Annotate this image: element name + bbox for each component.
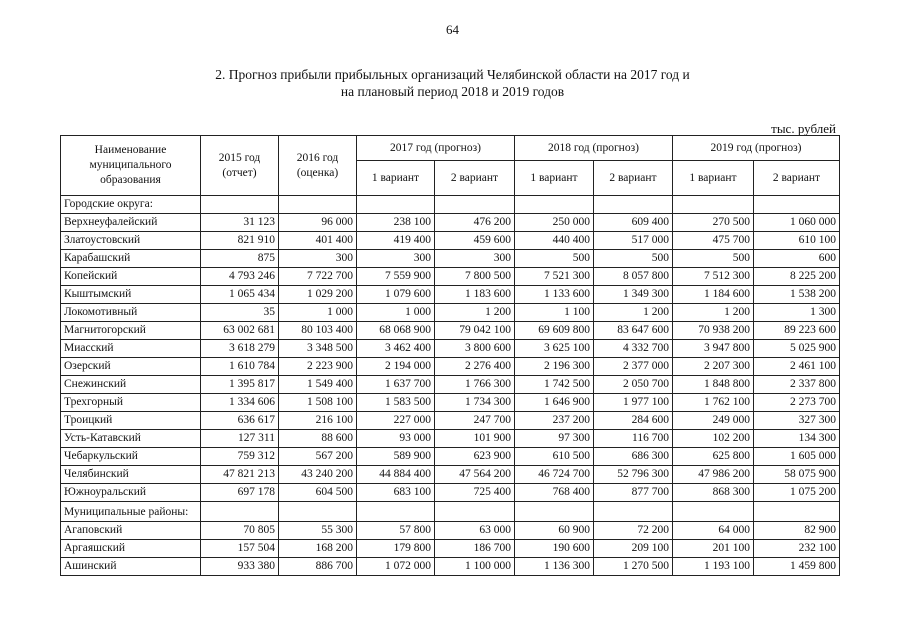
- table-row: [61, 358, 840, 376]
- value-cell: 68 068 900: [357, 322, 435, 340]
- table-row: [61, 412, 840, 430]
- value-cell: 70 805: [201, 522, 279, 540]
- value-cell: 64 000: [673, 522, 754, 540]
- header-2018-variant-2: 2 вариант: [594, 161, 673, 196]
- value-cell: 604 500: [279, 484, 357, 502]
- value-cell: 47 986 200: [673, 466, 754, 484]
- value-cell: 249 000: [673, 412, 754, 430]
- value-cell: 1 637 700: [357, 376, 435, 394]
- value-cell: 47 564 200: [435, 466, 515, 484]
- value-cell: 683 100: [357, 484, 435, 502]
- municipality-name-cell: Верхнеуфалейский: [61, 214, 201, 232]
- value-cell: 401 400: [279, 232, 357, 250]
- value-cell: 97 300: [515, 430, 594, 448]
- value-cell: 80 103 400: [279, 322, 357, 340]
- header-2017-variant-1: 1 вариант: [357, 161, 435, 196]
- table-row: [61, 322, 840, 340]
- value-cell: 1 349 300: [594, 286, 673, 304]
- value-cell: 2 194 000: [357, 358, 435, 376]
- value-cell: 1 605 000: [754, 448, 840, 466]
- value-cell: 1 848 800: [673, 376, 754, 394]
- value-cell: 2 276 400: [435, 358, 515, 376]
- value-cell: 759 312: [201, 448, 279, 466]
- value-cell: 127 311: [201, 430, 279, 448]
- header-2016: 2016 год (оценка): [279, 136, 357, 196]
- municipality-name-cell: Локомотивный: [61, 304, 201, 322]
- value-cell: 1 136 300: [515, 558, 594, 576]
- value-cell: 768 400: [515, 484, 594, 502]
- value-cell: 4 793 246: [201, 268, 279, 286]
- value-cell: 250 000: [515, 214, 594, 232]
- table-row: [61, 268, 840, 286]
- value-cell: 697 178: [201, 484, 279, 502]
- municipality-name-cell: Снежинский: [61, 376, 201, 394]
- value-cell: 1 742 500: [515, 376, 594, 394]
- value-cell: 2 273 700: [754, 394, 840, 412]
- value-cell: 1 029 200: [279, 286, 357, 304]
- value-cell: 1 762 100: [673, 394, 754, 412]
- value-cell: 868 300: [673, 484, 754, 502]
- value-cell: 327 300: [754, 412, 840, 430]
- value-cell: 8 225 200: [754, 268, 840, 286]
- municipality-name-cell: Копейский: [61, 268, 201, 286]
- value-cell: 7 521 300: [515, 268, 594, 286]
- value-cell: 1 184 600: [673, 286, 754, 304]
- value-cell: 500: [673, 250, 754, 268]
- value-cell: 43 240 200: [279, 466, 357, 484]
- value-cell: 83 647 600: [594, 322, 673, 340]
- value-cell: 725 400: [435, 484, 515, 502]
- value-cell: 886 700: [279, 558, 357, 576]
- value-cell: 1 065 434: [201, 286, 279, 304]
- municipality-name-cell: Златоустовский: [61, 232, 201, 250]
- value-cell: 7 722 700: [279, 268, 357, 286]
- value-cell: 88 600: [279, 430, 357, 448]
- table-row: [61, 558, 840, 576]
- value-cell: 134 300: [754, 430, 840, 448]
- value-cell: 1 000: [357, 304, 435, 322]
- table-row: [61, 286, 840, 304]
- value-cell: 2 337 800: [754, 376, 840, 394]
- value-cell: 623 900: [435, 448, 515, 466]
- table-row: [61, 250, 840, 268]
- value-cell: 270 500: [673, 214, 754, 232]
- section-label: Муниципальные районы:: [61, 502, 201, 522]
- value-cell: 52 796 300: [594, 466, 673, 484]
- value-cell: 1 200: [594, 304, 673, 322]
- value-cell: 1 538 200: [754, 286, 840, 304]
- value-cell: 238 100: [357, 214, 435, 232]
- value-cell: 589 900: [357, 448, 435, 466]
- value-cell: 1 075 200: [754, 484, 840, 502]
- table-body: [61, 196, 840, 576]
- value-cell: 1 193 100: [673, 558, 754, 576]
- value-cell: 933 380: [201, 558, 279, 576]
- header-2019: 2019 год (прогноз): [673, 136, 840, 161]
- municipality-name-cell: Троицкий: [61, 412, 201, 430]
- value-cell: 227 000: [357, 412, 435, 430]
- value-cell: 82 900: [754, 522, 840, 540]
- municipality-name-cell: Аргаяшский: [61, 540, 201, 558]
- value-cell: 2 223 900: [279, 358, 357, 376]
- value-cell: 2 196 300: [515, 358, 594, 376]
- header-2018: 2018 год (прогноз): [515, 136, 673, 161]
- value-cell: 1 734 300: [435, 394, 515, 412]
- value-cell: 1 100: [515, 304, 594, 322]
- table-row: [61, 214, 840, 232]
- value-cell: 459 600: [435, 232, 515, 250]
- title-line-1: 2. Прогноз прибыли прибыльных организаций Челябинской области на 2017 год и: [215, 67, 690, 82]
- value-cell: 60 900: [515, 522, 594, 540]
- municipality-name-cell: Магнитогорский: [61, 322, 201, 340]
- value-cell: 1 079 600: [357, 286, 435, 304]
- value-cell: 500: [594, 250, 673, 268]
- value-cell: 237 200: [515, 412, 594, 430]
- table-row: [61, 466, 840, 484]
- value-cell: 190 600: [515, 540, 594, 558]
- page-number: 64: [446, 22, 459, 37]
- value-cell: 209 100: [594, 540, 673, 558]
- value-cell: 517 000: [594, 232, 673, 250]
- section-label: Городские округа:: [61, 196, 201, 214]
- value-cell: 247 700: [435, 412, 515, 430]
- value-cell: 102 200: [673, 430, 754, 448]
- table-row: [61, 304, 840, 322]
- value-cell: 4 332 700: [594, 340, 673, 358]
- units-label: тыс. рублей: [771, 121, 836, 136]
- value-cell: 300: [357, 250, 435, 268]
- value-cell: 2 207 300: [673, 358, 754, 376]
- value-cell: 877 700: [594, 484, 673, 502]
- table-row: [61, 484, 840, 502]
- value-cell: 201 100: [673, 540, 754, 558]
- municipality-name-cell: Южноуральский: [61, 484, 201, 502]
- header-2015: 2015 год (отчет): [201, 136, 279, 196]
- value-cell: 101 900: [435, 430, 515, 448]
- value-cell: 1 395 817: [201, 376, 279, 394]
- value-cell: 3 462 400: [357, 340, 435, 358]
- municipality-name-cell: Миасский: [61, 340, 201, 358]
- value-cell: 96 000: [279, 214, 357, 232]
- value-cell: 3 348 500: [279, 340, 357, 358]
- value-cell: 300: [435, 250, 515, 268]
- value-cell: 58 075 900: [754, 466, 840, 484]
- value-cell: 3 947 800: [673, 340, 754, 358]
- municipality-name-cell: Усть-Катавский: [61, 430, 201, 448]
- value-cell: 567 200: [279, 448, 357, 466]
- header-2019-variant-2: 2 вариант: [754, 161, 840, 196]
- value-cell: 47 821 213: [201, 466, 279, 484]
- value-cell: 5 025 900: [754, 340, 840, 358]
- municipality-name-cell: Трехгорный: [61, 394, 201, 412]
- value-cell: 1 060 000: [754, 214, 840, 232]
- header-name: Наименование муниципального образования: [61, 136, 201, 196]
- value-cell: 1 977 100: [594, 394, 673, 412]
- title-line-2: на плановый период 2018 и 2019 годов: [340, 84, 565, 99]
- value-cell: 232 100: [754, 540, 840, 558]
- value-cell: 44 884 400: [357, 466, 435, 484]
- value-cell: 1 183 600: [435, 286, 515, 304]
- profit-forecast-table: [60, 135, 840, 576]
- value-cell: 179 800: [357, 540, 435, 558]
- value-cell: 72 200: [594, 522, 673, 540]
- value-cell: 1 270 500: [594, 558, 673, 576]
- value-cell: 3 800 600: [435, 340, 515, 358]
- municipality-name-cell: Озерский: [61, 358, 201, 376]
- value-cell: 70 938 200: [673, 322, 754, 340]
- municipality-name-cell: Чебаркульский: [61, 448, 201, 466]
- value-cell: 63 002 681: [201, 322, 279, 340]
- value-cell: 57 800: [357, 522, 435, 540]
- municipality-name-cell: Кыштымский: [61, 286, 201, 304]
- value-cell: 1 610 784: [201, 358, 279, 376]
- table-row: [61, 522, 840, 540]
- value-cell: 35: [201, 304, 279, 322]
- value-cell: 600: [754, 250, 840, 268]
- table-row: [61, 540, 840, 558]
- value-cell: 636 617: [201, 412, 279, 430]
- header-2017-variant-2: 2 вариант: [435, 161, 515, 196]
- document-title: [0, 66, 905, 100]
- value-cell: 168 200: [279, 540, 357, 558]
- value-cell: 8 057 800: [594, 268, 673, 286]
- value-cell: 7 800 500: [435, 268, 515, 286]
- value-cell: 1 133 600: [515, 286, 594, 304]
- municipality-name-cell: Ашинский: [61, 558, 201, 576]
- header-2017: 2017 год (прогноз): [357, 136, 515, 161]
- table-row: [61, 448, 840, 466]
- value-cell: 1 200: [435, 304, 515, 322]
- value-cell: 1 072 000: [357, 558, 435, 576]
- value-cell: 2 377 000: [594, 358, 673, 376]
- value-cell: 216 100: [279, 412, 357, 430]
- value-cell: 1 300: [754, 304, 840, 322]
- value-cell: 93 000: [357, 430, 435, 448]
- value-cell: 3 625 100: [515, 340, 594, 358]
- value-cell: 2 050 700: [594, 376, 673, 394]
- value-cell: 1 766 300: [435, 376, 515, 394]
- value-cell: 1 583 500: [357, 394, 435, 412]
- value-cell: 1 646 900: [515, 394, 594, 412]
- value-cell: 7 512 300: [673, 268, 754, 286]
- value-cell: 475 700: [673, 232, 754, 250]
- table-row: [61, 340, 840, 358]
- value-cell: 284 600: [594, 412, 673, 430]
- value-cell: 31 123: [201, 214, 279, 232]
- value-cell: 821 910: [201, 232, 279, 250]
- value-cell: 1 000: [279, 304, 357, 322]
- value-cell: 1 459 800: [754, 558, 840, 576]
- value-cell: 55 300: [279, 522, 357, 540]
- value-cell: 46 724 700: [515, 466, 594, 484]
- value-cell: 7 559 900: [357, 268, 435, 286]
- value-cell: 63 000: [435, 522, 515, 540]
- value-cell: 1 549 400: [279, 376, 357, 394]
- value-cell: 300: [279, 250, 357, 268]
- value-cell: 610 500: [515, 448, 594, 466]
- value-cell: 609 400: [594, 214, 673, 232]
- header-2019-variant-1: 1 вариант: [673, 161, 754, 196]
- value-cell: 500: [515, 250, 594, 268]
- municipality-name-cell: Челябинский: [61, 466, 201, 484]
- value-cell: 79 042 100: [435, 322, 515, 340]
- table-row: [61, 376, 840, 394]
- header-2018-variant-1: 1 вариант: [515, 161, 594, 196]
- value-cell: 686 300: [594, 448, 673, 466]
- value-cell: 186 700: [435, 540, 515, 558]
- section-row-municipal-districts: [61, 502, 840, 522]
- value-cell: 89 223 600: [754, 322, 840, 340]
- value-cell: 2 461 100: [754, 358, 840, 376]
- value-cell: 69 609 800: [515, 322, 594, 340]
- table-row: [61, 430, 840, 448]
- value-cell: 476 200: [435, 214, 515, 232]
- value-cell: 116 700: [594, 430, 673, 448]
- value-cell: 157 504: [201, 540, 279, 558]
- value-cell: 875: [201, 250, 279, 268]
- municipality-name-cell: Карабашский: [61, 250, 201, 268]
- table-row: [61, 232, 840, 250]
- value-cell: 1 200: [673, 304, 754, 322]
- value-cell: 440 400: [515, 232, 594, 250]
- value-cell: 3 618 279: [201, 340, 279, 358]
- value-cell: 610 100: [754, 232, 840, 250]
- section-row-city-districts: [61, 196, 840, 214]
- value-cell: 625 800: [673, 448, 754, 466]
- value-cell: 419 400: [357, 232, 435, 250]
- value-cell: 1 508 100: [279, 394, 357, 412]
- table-row: [61, 394, 840, 412]
- value-cell: 1 334 606: [201, 394, 279, 412]
- value-cell: 1 100 000: [435, 558, 515, 576]
- municipality-name-cell: Агаповский: [61, 522, 201, 540]
